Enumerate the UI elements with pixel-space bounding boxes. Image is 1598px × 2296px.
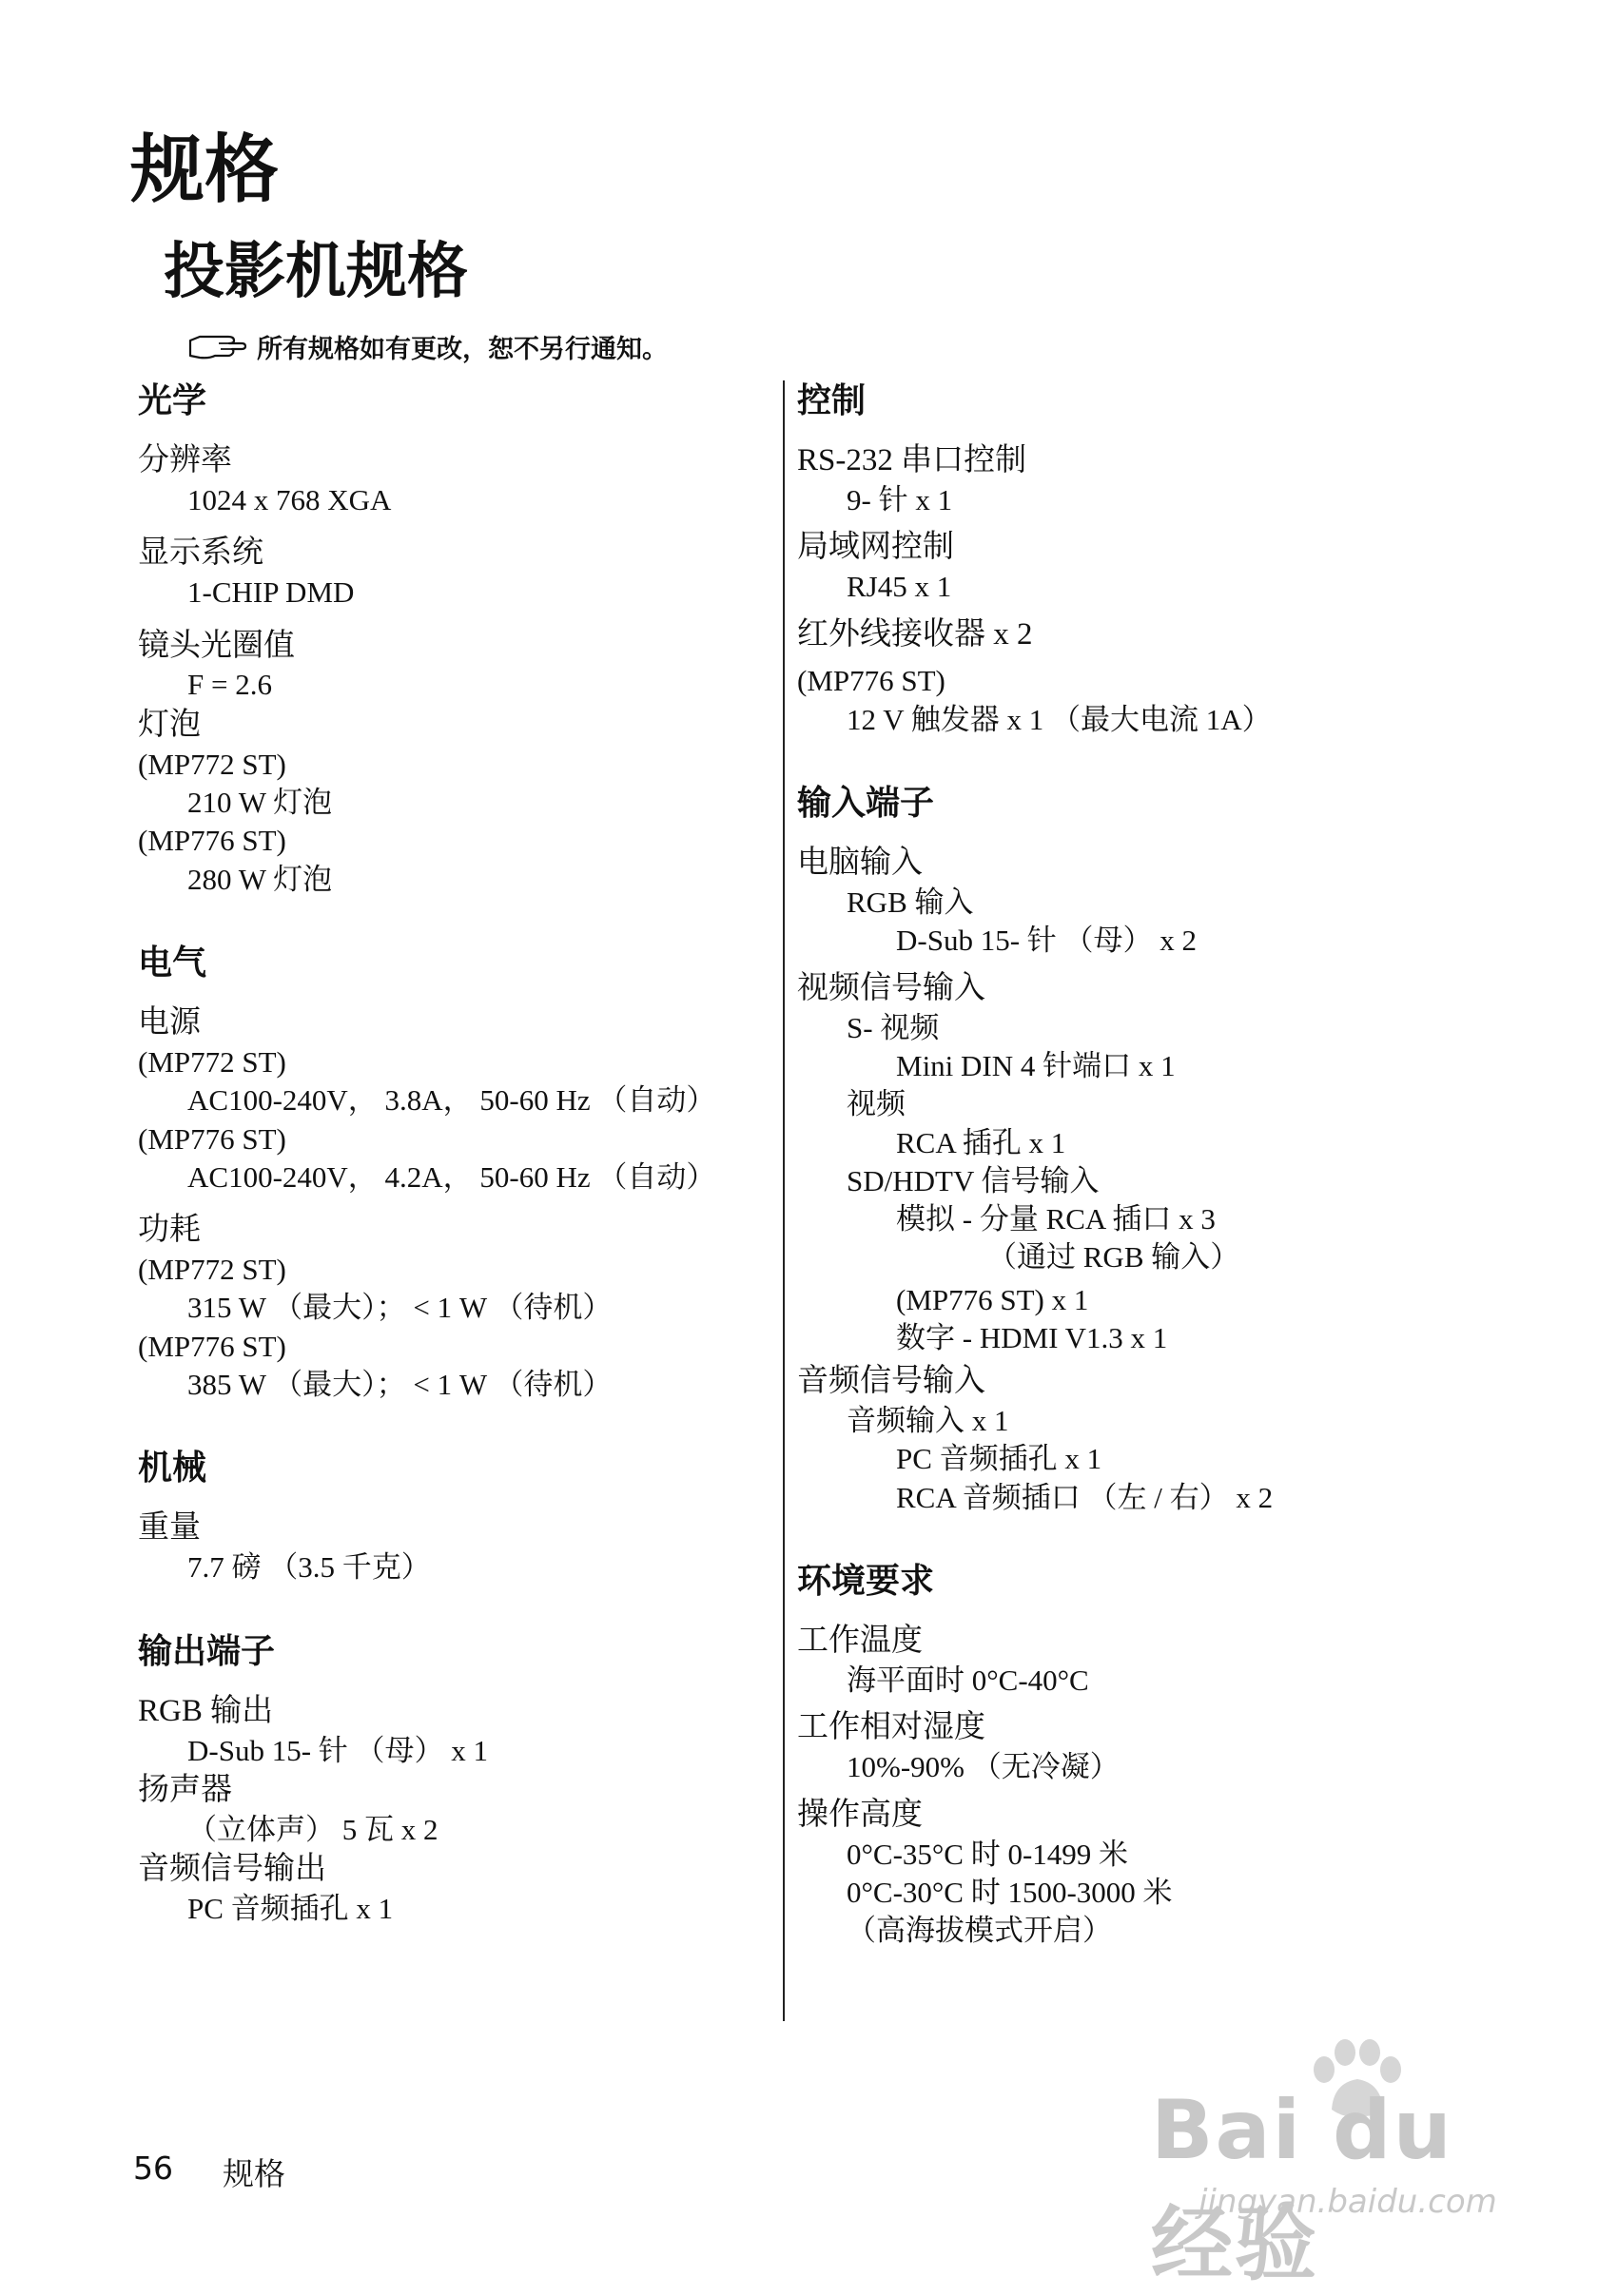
baidu-watermark <box>1141 2035 1522 2292</box>
trigger-value: 12 V 触发器 x 1 （最大电流 1A） <box>847 702 1272 736</box>
svideo-value: Mini DIN 4 针端口 x 1 <box>896 1048 1176 1082</box>
consumption-value: 385 W （最大）； < 1 W （待机） <box>187 1367 613 1401</box>
component-note: （通过 RGB 输入） <box>987 1240 1240 1274</box>
rgb-output-value: D-Sub 15- 针 （母） x 1 <box>187 1733 489 1767</box>
right-column <box>797 380 1463 1950</box>
display-system-label: 显示系统 <box>138 535 263 571</box>
rgb-input-label: RGB 输入 <box>847 885 974 920</box>
video-input-label: 视频信号输入 <box>797 970 985 1005</box>
left-column <box>138 380 747 1928</box>
lan-control-label: 局域网控制 <box>797 530 954 565</box>
pc-audio-value: PC 音频插孔 x 1 <box>896 1442 1102 1476</box>
rs232-label: RS-232 串口控制 <box>797 443 1027 478</box>
aperture-value: F = 2.6 <box>187 668 272 702</box>
rgb-output-label: RGB 输出 <box>138 1693 274 1728</box>
humidity-value: 10%-90% （无冷凝） <box>847 1750 1120 1784</box>
model-label: (MP772 ST) <box>138 1044 286 1079</box>
section-heading-mechanical: 机械 <box>138 1449 207 1489</box>
model-label: (MP772 ST) <box>138 747 286 781</box>
resolution-value: 1024 x 768 XGA <box>187 483 392 517</box>
rgb-input-value: D-Sub 15- 针 （母） x 2 <box>896 924 1198 958</box>
altitude-value: 0°C-35°C 时 0-1499 米 <box>847 1837 1129 1871</box>
rca-audio-value: RCA 音频插口 （左 / 右） x 2 <box>896 1480 1274 1514</box>
section-heading-electrical: 电气 <box>138 943 207 983</box>
rs232-value: 9- 针 x 1 <box>847 483 953 517</box>
section-heading-environment: 环境要求 <box>797 1562 935 1602</box>
speaker-value: （立体声） 5 瓦 x 2 <box>187 1812 438 1846</box>
model-label: (MP772 ST) <box>138 1252 286 1286</box>
speaker-label: 扬声器 <box>138 1772 232 1807</box>
lamp-label: 灯泡 <box>138 707 201 742</box>
section-heading-outputs: 输出端子 <box>138 1631 276 1671</box>
note-text: 所有规格如有更改，恕不另行通知。 <box>257 335 668 364</box>
watermark-url: jingyan.baidu.com <box>1198 2183 1497 2221</box>
temperature-value: 海平面时 0°C-40°C <box>847 1664 1089 1698</box>
resolution-label: 分辨率 <box>138 443 232 478</box>
page-subtitle: 投影机规格 <box>164 237 468 307</box>
power-supply-value: AC100-240V， 4.2A， 50-60 Hz （自动） <box>187 1159 716 1194</box>
hdtv-label: SD/HDTV 信号输入 <box>847 1163 1100 1197</box>
lan-control-value: RJ45 x 1 <box>847 570 952 604</box>
altitude-label: 操作高度 <box>797 1797 923 1832</box>
weight-value: 7.7 磅 （3.5 千克） <box>187 1550 431 1585</box>
hdmi-model: (MP776 ST) x 1 <box>896 1282 1089 1316</box>
pointing-hand-icon <box>186 333 247 361</box>
composite-label: 视频 <box>847 1087 906 1121</box>
model-label: (MP776 ST) <box>138 1329 286 1363</box>
display-system-value: 1-CHIP DMD <box>187 575 355 610</box>
composite-value: RCA 插孔 x 1 <box>896 1125 1066 1159</box>
weight-label: 重量 <box>138 1510 201 1546</box>
model-label: (MP776 ST) <box>138 1121 286 1156</box>
audio-input-label: 音频信号输入 <box>797 1364 985 1399</box>
aperture-label: 镜头光圈值 <box>138 628 295 663</box>
power-supply-value: AC100-240V， 3.8A， 50-60 Hz （自动） <box>187 1083 716 1118</box>
page-title: 规格 <box>130 127 280 213</box>
audio-output-label: 音频信号输出 <box>138 1852 326 1887</box>
column-divider <box>783 380 785 2021</box>
altitude-note: （高海拔模式开启） <box>847 1914 1112 1948</box>
audio-in-label: 音频输入 x 1 <box>847 1404 1009 1438</box>
page-number: 56 <box>133 2150 173 2187</box>
svideo-label: S- 视频 <box>847 1010 940 1044</box>
watermark-brand: Bai du 经验 <box>1151 2083 1453 2292</box>
model-label: (MP776 ST) <box>797 664 945 698</box>
hdmi-value: 数字 - HDMI V1.3 x 1 <box>896 1320 1168 1354</box>
component-value: 模拟 - 分量 RCA 插口 x 3 <box>896 1202 1216 1236</box>
note-row <box>186 328 668 365</box>
humidity-label: 工作相对湿度 <box>797 1710 985 1745</box>
footer-section: 规格 <box>223 2155 285 2192</box>
audio-output-value: PC 音频插孔 x 1 <box>187 1892 394 1925</box>
section-heading-inputs: 输入端子 <box>797 784 935 824</box>
altitude-value: 0°C-30°C 时 1500-3000 米 <box>847 1875 1173 1909</box>
consumption-label: 功耗 <box>138 1213 201 1248</box>
section-heading-control: 控制 <box>797 381 867 420</box>
temperature-label: 工作温度 <box>797 1624 923 1659</box>
section-heading-optics: 光学 <box>138 381 207 420</box>
consumption-value: 315 W （最大）； < 1 W （待机） <box>187 1291 613 1325</box>
power-supply-label: 电源 <box>138 1005 201 1041</box>
page-footer <box>133 2150 285 2194</box>
pc-input-label: 电脑输入 <box>797 846 923 881</box>
model-label: (MP776 ST) <box>138 824 286 858</box>
lamp-value: 210 W 灯泡 <box>187 785 333 819</box>
lamp-value: 280 W 灯泡 <box>187 862 333 896</box>
ir-receiver-label: 红外线接收器 x 2 <box>797 616 1033 652</box>
